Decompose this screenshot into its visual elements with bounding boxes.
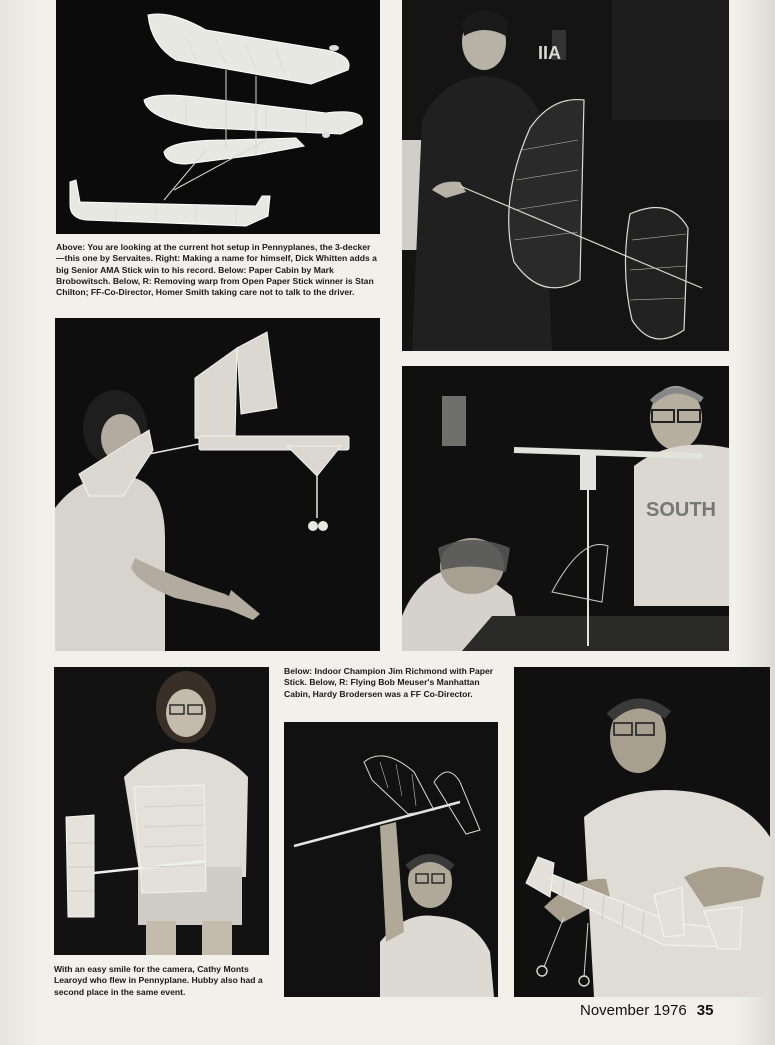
three-decker-illustration [56, 0, 380, 234]
photo-stan-chilton [402, 366, 729, 651]
photo-jim-richmond [284, 722, 498, 997]
cathy-learoyd-illustration [54, 667, 269, 955]
caption-top-left: Above: You are looking at the current hot setup in Pennyplanes, the 3-decker—this one by Servaites. Right: Making a name for himself, Dick Whitten adds a big Senior AMA Stick win to his record. Below: Paper Cabin by Mark Brobowitsch. Below, R: Removing warp from Open Paper Stick winner is Stan Chilton; FF-Co-Director, Homer Smith taking care not to talk to the driver. [56, 242, 377, 298]
photo-hardy-brodersen [514, 667, 770, 997]
photo-cathy-learoyd [54, 667, 269, 955]
jim-richmond-illustration [284, 722, 498, 997]
page-number: 35 [696, 1002, 714, 1019]
photo-dick-whitten [402, 0, 729, 351]
shirt-lettering: SOUTH [646, 499, 716, 521]
sign-text: IIA [538, 43, 562, 63]
page-footer [580, 1002, 740, 1028]
hardy-brodersen-illustration [514, 667, 770, 997]
stan-chilton-illustration [402, 366, 729, 651]
caption-bottom-left: With an easy smile for the camera, Cathy Monts Learoyd who flew in Pennyplane. Hubby also had a second place in the same event. [54, 964, 263, 997]
issue-date: November 1976 [580, 1002, 687, 1019]
dick-whitten-illustration [402, 0, 729, 351]
caption-middle: Below: Indoor Champion Jim Richmond with Paper Stick. Below, R: Flying Bob Meuser's Manhattan Cabin, Hardy Brodersen was a FF Co-Director. [284, 666, 494, 699]
paper-cabin-illustration [55, 318, 380, 651]
photo-three-decker-pennyplane [56, 0, 380, 234]
photo-paper-cabin [55, 318, 380, 651]
